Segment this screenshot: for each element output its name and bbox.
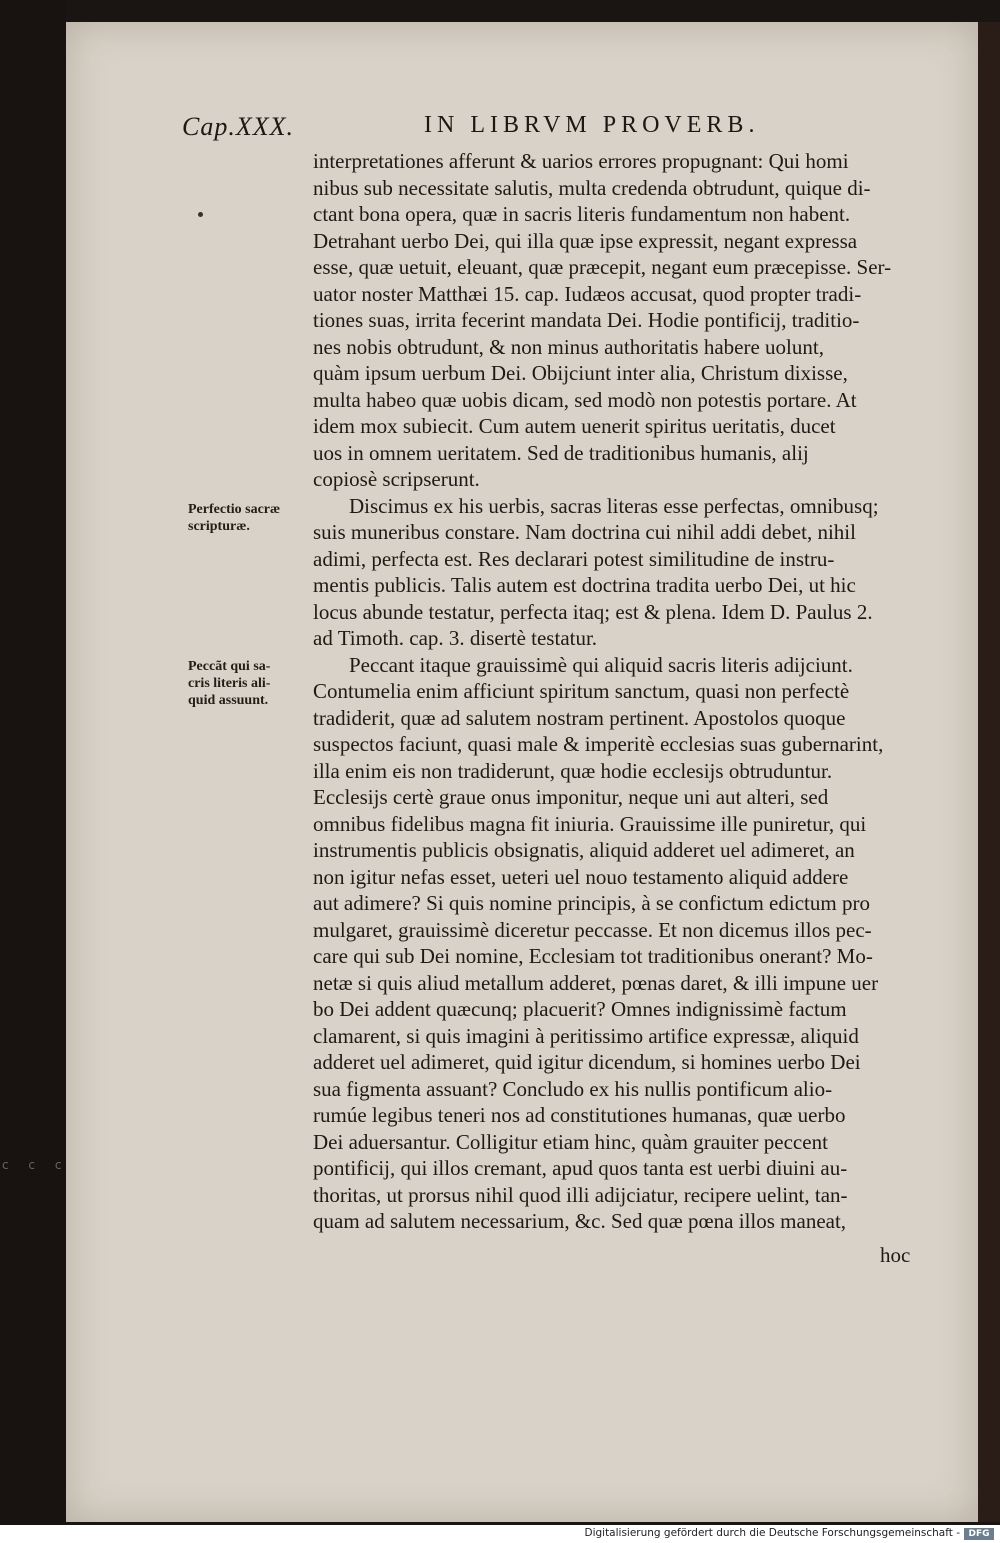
text-line: Discimus ex his uerbis, sacras literas esse perfectas, omnibusq;: [349, 493, 879, 518]
text-line: quàm ipsum uerbum Dei. Obijciunt inter alia, Christum dixisse,: [313, 361, 848, 385]
text-line: nes nobis obtrudunt, & non minus authoritatis habere uolunt,: [313, 334, 824, 359]
text-line: uos in omnem ueritatem. Sed de traditionibus humanis, alij: [313, 440, 809, 465]
text-line: Detrahant uerbo Dei, qui illa quæ ipse expressit, negant expressa: [313, 228, 858, 253]
scan-background-left: [0, 0, 66, 1525]
text-line: Ecclesijs certè graue onus imponitur, neque uni aut alteri, sed: [313, 785, 829, 809]
text-line: interpretationes afferunt & uarios errores propugnant: Qui homi: [313, 149, 849, 173]
text-line: Dei aduersantur. Colligitur etiam hinc, quàm grauiter peccent: [313, 1129, 828, 1154]
running-head: [182, 112, 952, 146]
text-line: uator noster Matthæi 15. cap. Iudæos accusat, quod propter tradi-: [313, 281, 862, 306]
text-line: idem mox subiecit. Cum autem uenerit spiritus ueritatis, ducet: [313, 414, 836, 438]
text-line: mulgaret, grauissimè diceretur peccasse. Et non dicemus illos pec-: [313, 917, 872, 942]
book-title: IN LIBRVM PROVERB.: [424, 112, 760, 138]
marginal-note-peccant: [188, 658, 306, 709]
text-line: tiones suas, irrita fecerint mandata Dei. Hodie pontificij, traditio-: [313, 308, 860, 332]
text-line: multa habeo quæ uobis dicam, sed modò non potestis portare. At: [313, 387, 857, 412]
chapter-label: Cap.XXX.: [182, 112, 294, 141]
funding-credit: Digitalisierung gefördert durch die Deutsche Forschungsgemeinschaft -: [584, 1527, 960, 1539]
text-line: quam ad salutem necessarium, &c. Sed quæ pœna illos maneat,: [313, 1209, 847, 1233]
text-line: suspectos faciunt, quasi male & imperitè ecclesias suas gubernarint,: [313, 732, 884, 756]
text-line: esse, quæ uetuit, eleuant, quæ præcepit, negant eum præcepisse. Ser-: [313, 255, 892, 279]
text-line: omnibus fidelibus magna fit iniuria. Grauissime ille puniretur, qui: [313, 811, 867, 836]
scan-background-right: [978, 22, 1000, 1522]
text-line: suis muneribus constare. Nam doctrina cui nihil addi debet, nihil: [313, 520, 856, 544]
text-line: ctant bona opera, quæ in sacris literis fundamentum non habent.: [313, 202, 851, 226]
marginal-line: Perfectio sacræ: [188, 502, 281, 517]
marginal-line: scripturæ.: [188, 519, 250, 534]
marginal-line: cris literis ali-: [188, 676, 271, 691]
text-line: mentis publicis. Talis autem est doctrina tradita uerbo Dei, ut hic: [313, 573, 856, 597]
dfg-logo-icon: DFG: [964, 1528, 994, 1540]
marginal-line: quid assuunt.: [188, 693, 269, 708]
text-line: non igitur nefas esset, ueteri uel nouo testamento aliquid addere: [313, 864, 849, 889]
text-line: adimi, perfecta est. Res declarari potest similitudine de instru-: [313, 546, 835, 571]
text-line: Contumelia enim afficiunt spiritum sanctum, quasi non perfectè: [313, 679, 850, 703]
text-line: pontificij, qui illos cremant, apud quos tanta est uerbi diuini au-: [313, 1156, 848, 1180]
marginal-note-perfectio: [188, 501, 306, 535]
text-line: rumúe legibus teneri nos ad constitutiones humanas, quæ uerbo: [313, 1103, 846, 1127]
text-line: aut adimere? Si quis nomine principis, à se confictum edictum pro: [313, 891, 870, 915]
footer-bar: [0, 1525, 1000, 1543]
text-line: bo Dei addent quæcunq; placuerit? Omnes indignissimè factum: [313, 997, 847, 1021]
edge-marks: c c c: [2, 1158, 70, 1172]
marginal-line: Peccãt qui sa-: [188, 659, 271, 674]
text-line: adderet uel adimeret, quid igitur dicendum, si homines uerbo Dei: [313, 1050, 861, 1074]
text-line: nibus sub necessitate salutis, multa credenda obtrudunt, quique di-: [313, 175, 871, 200]
text-line: illa enim eis non tradiderunt, quæ hodie ecclesijs obtruduntur.: [313, 758, 833, 783]
text-line: thoritas, ut prorsus nihil quod illi adijciatur, recipere uelint, tan-: [313, 1182, 848, 1207]
text-line: care qui sub Dei nomine, Ecclesiam tot traditionibus onerant? Mo-: [313, 944, 873, 968]
text-line: clamarent, si quis imagini à peritissimo artifice expressæ, aliquid: [313, 1023, 859, 1048]
text-line: sua figmenta assuant? Concludo ex his nullis pontificum alio-: [313, 1076, 833, 1101]
text-line: ad Timoth. cap. 3. disertè testatur.: [313, 626, 598, 650]
text-line: locus abunde testatur, perfecta itaq; est & plena. Idem D. Paulus 2.: [313, 599, 873, 624]
ink-dot: [198, 212, 203, 217]
catchword: hoc: [880, 1243, 911, 1267]
text-line: netæ si quis aliud metallum adderet, pœnas daret, & illi impune uer: [313, 970, 879, 995]
text-line: instrumentis publicis obsignatis, aliquid adderet uel adimeret, an: [313, 838, 855, 862]
text-line: tradiderit, quæ ad salutem nostram pertinent. Apostolos quoque: [313, 705, 846, 730]
text-line: Peccant itaque grauissimè qui aliquid sacris literis adijciunt.: [349, 652, 853, 677]
body-text: [313, 148, 961, 1235]
text-line: copiosè scripserunt.: [313, 467, 480, 491]
